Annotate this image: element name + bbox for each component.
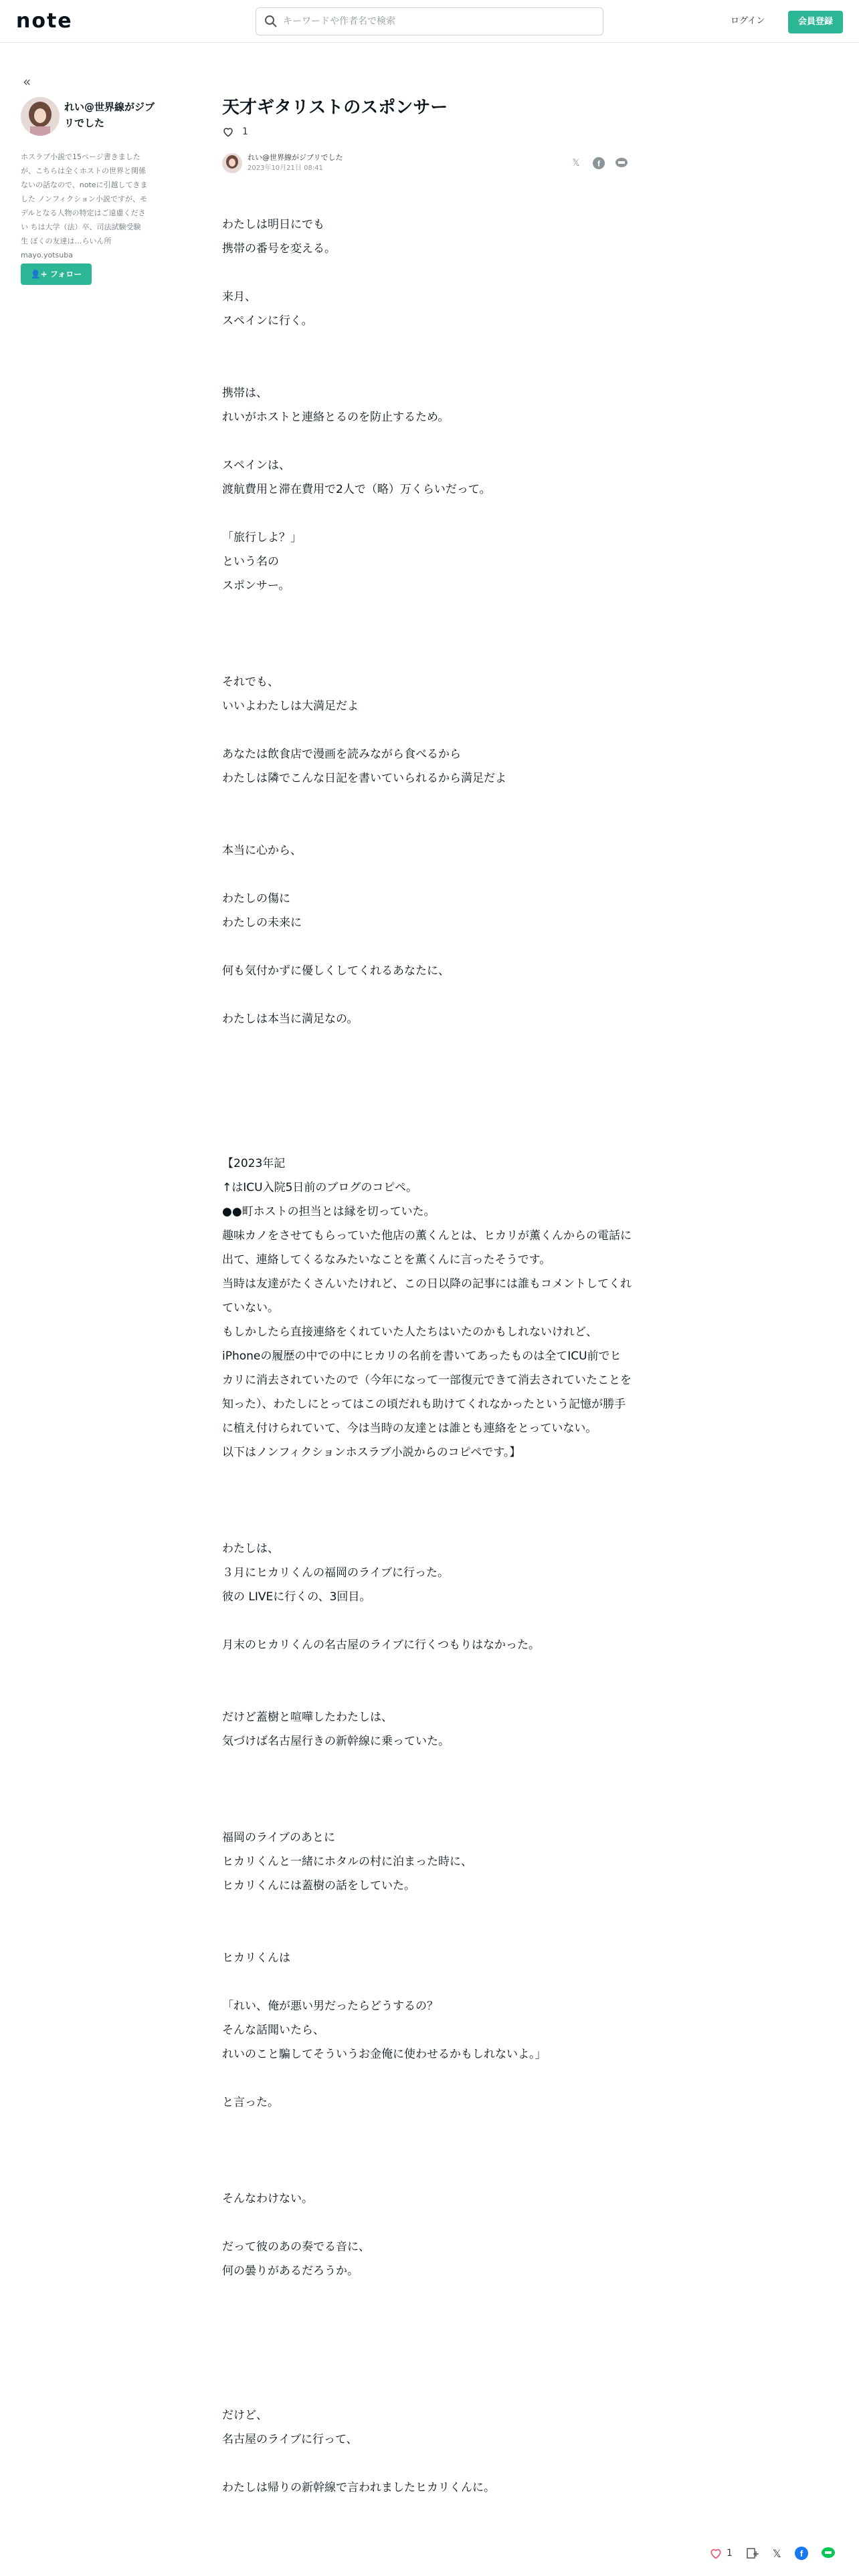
article-paragraph [222,1055,632,1079]
article-paragraph [222,1103,632,1128]
note-logo[interactable]: note [16,9,73,33]
line-icon[interactable] [615,157,628,169]
search-box[interactable] [256,7,603,35]
add-user-icon: 👤+ [30,270,50,279]
article-body [222,213,632,2500]
bottom-action-bar [709,2547,835,2560]
article-paragraph [222,1128,632,1152]
author-bio: ホスラブ小説で15ページ書きましたが、こちらは全くホストの世界と関係ないの話なので、noteに引越してきました ノンフィクション小説ですが、モデルとなる人物の特定はご遠慮ください ちは大学（法）卒、司法試験受験生 ぼくの友達は…らいん所 mayo.yotsuba [21,152,148,259]
article-paragraph: だけど、 名古屋のライブに行って、 [222,2409,358,2446]
article-paragraph: わたしは明日にでも 携帯の番号を変える。 [222,218,336,255]
article-paragraph [222,1657,632,1681]
article-paragraph [222,1489,632,1513]
article-paragraph: あなたは飲食店で漫画を読みながら食べるから わたしは隣でこんな日記を書いていられるから満足だよ [222,748,506,785]
heart-icon[interactable] [222,126,234,138]
article-paragraph: 携帯は、 れいがホストと連絡とるのを防止するため。 [222,387,450,424]
article-date: 2023年10月21日 08:41 [248,165,323,172]
article-paragraph: わたしの傷に わたしの未来に [222,892,302,930]
article-author[interactable] [222,152,343,174]
article-paragraph [222,2331,632,2355]
article-paragraph [222,1031,632,1055]
collapse-sidebar-icon[interactable]: « [23,74,31,90]
article-paragraph: 何も気付かずに優しくしてくれるあなたに、 [222,964,450,978]
article-paragraph [222,261,632,285]
article-paragraph [222,2379,632,2403]
article-paragraph [222,1898,632,1922]
author-avatar[interactable] [21,97,60,136]
article-paragraph: 【2023年記 ↑はICU入院5日前のブログのコピペ。 ●●町ホストの担当とは縁を切っていた。 趣味カノをさせてもらっていた他店の薫くんとは、ヒカリが薫くんからの電話に出て、連絡してくるなみたいなことを薫くんに言ったそうです。 当時は友達がたくさんいたけれど、この日以降の記事には誰もコメントしてくれていない。 もしかしたら直接連絡をくれていた人たちはいたのかもしれないけれど、iPhoneの履歴の中での中にヒカリの名前を書いてあったものは全てICU前でヒカリに消去されていたので（今年になって一部復元できて消去されていたことを知った）、わたしにとってはこの頃だれも助けてくれなかったという記憶が勝手に植え付けられていて、今は当時の友達とは誰とも連絡をとっていない。 以下はノンフィクションホスラブ小説からのコピペです。】 [222,1157,632,1459]
article-paragraph [222,1970,632,1994]
article-paragraph: 「旅行しよ？」 という名の スポンサー。 [222,531,302,593]
like-count: 1 [242,126,248,137]
article-paragraph [222,1513,632,1537]
article-paragraph: 来月、 スペインに行く。 [222,290,313,328]
article-paragraph [222,718,632,742]
article-paragraph [222,790,632,815]
article-paragraph: わたしは、 ３月にヒカリくんの福岡のライブに行った。 彼の LIVEに行くの、3回目。 [222,1542,449,1604]
article-paragraph [222,622,632,646]
article-paragraph [222,357,632,381]
avatar[interactable] [222,153,242,173]
article-paragraph [222,333,632,357]
search-icon [264,15,278,28]
article-paragraph [222,2355,632,2379]
article-title: 天才ギタリストのスポンサー [222,98,448,118]
article-paragraph [222,502,632,526]
article-paragraph: だけど蓋樹と喧嘩したわたしは、 気づけば名古屋行きの新幹線に乗っていた。 [222,1711,450,1748]
article-paragraph [222,1681,632,1705]
heart-icon[interactable] [709,2547,723,2560]
article-paragraph: スペインは、 渡航費用と滞在費用で2人で（略）万くらいだって。 [222,459,491,496]
article-paragraph [222,1802,632,1826]
svg-text:f: f [597,159,600,169]
article-paragraph [222,2066,632,2090]
article-paragraph: と言った。 [222,2096,279,2109]
article-paragraph: 月末のヒカリくんの名古屋のライブに行くつもりはなかった。 [222,1638,540,1652]
article-paragraph [222,935,632,959]
article-paragraph: 本当に心から、 [222,844,302,857]
x-icon[interactable]: 𝕏 [772,2547,781,2560]
article-paragraph [222,815,632,839]
article-paragraph [222,863,632,887]
search-input[interactable] [283,12,591,31]
article-paragraph [222,2211,632,2235]
article-paragraph: 福岡のライブのあとに ヒカリくんと一緒にホタルの村に泊まった時に、 ヒカリくんには蓋樹の話をしていた。 [222,1831,472,1893]
like-row [222,126,248,138]
share-buttons [570,157,628,169]
article-paragraph [222,2307,632,2331]
article-paragraph [222,1465,632,1489]
article-paragraph [222,2139,632,2163]
facebook-icon[interactable] [795,2547,808,2560]
magazine-add-icon[interactable] [746,2547,759,2560]
article-paragraph [222,2163,632,2187]
article-author-name[interactable]: れい@世界線がジブリでした [248,153,343,162]
article-paragraph: だって彼のあの奏でる音に、 何の曇りがあるだろうか。 [222,2240,370,2278]
article-paragraph: それでも、 いいよわたしは大満足だよ [222,675,359,713]
article-paragraph [222,2115,632,2139]
svg-text:f: f [799,2549,803,2559]
article-paragraph: わたしは本当に満足なの。 [222,1012,359,1026]
line-icon[interactable] [822,2547,835,2560]
author-name[interactable]: れい@世界線がジブリでした [64,101,155,129]
article-paragraph [222,1609,632,1633]
login-link[interactable]: ログイン [731,16,765,26]
article-paragraph [222,1079,632,1103]
article-paragraph: 「れい、俺が悪い男だったらどうするの？ そんな話聞いたら、 れいのこと騙してそういうお金俺に使わせるかもしれないよ。」 [222,2000,547,2061]
article-paragraph [222,646,632,670]
x-icon[interactable]: 𝕏 [572,158,580,169]
article-paragraph [222,2452,632,2476]
article-paragraph [222,2283,632,2307]
article-paragraph [222,429,632,453]
article-paragraph [222,983,632,1007]
article-paragraph [222,1778,632,1802]
follow-button[interactable]: 👤+ フォロー [21,263,92,285]
article-paragraph [222,1753,632,1778]
signup-button[interactable]: 会員登録 [788,11,843,33]
article-paragraph [222,1922,632,1946]
like-count: 1 [727,2548,733,2559]
article-paragraph: わたしは帰りの新幹線で言われましたヒカリくんに。 [222,2481,495,2494]
facebook-icon[interactable] [593,157,605,169]
article-paragraph: ヒカリくんは [222,1951,290,1965]
article-paragraph: そんなわけない。 [222,2192,313,2206]
site-header [0,0,859,43]
article-paragraph [222,598,632,622]
